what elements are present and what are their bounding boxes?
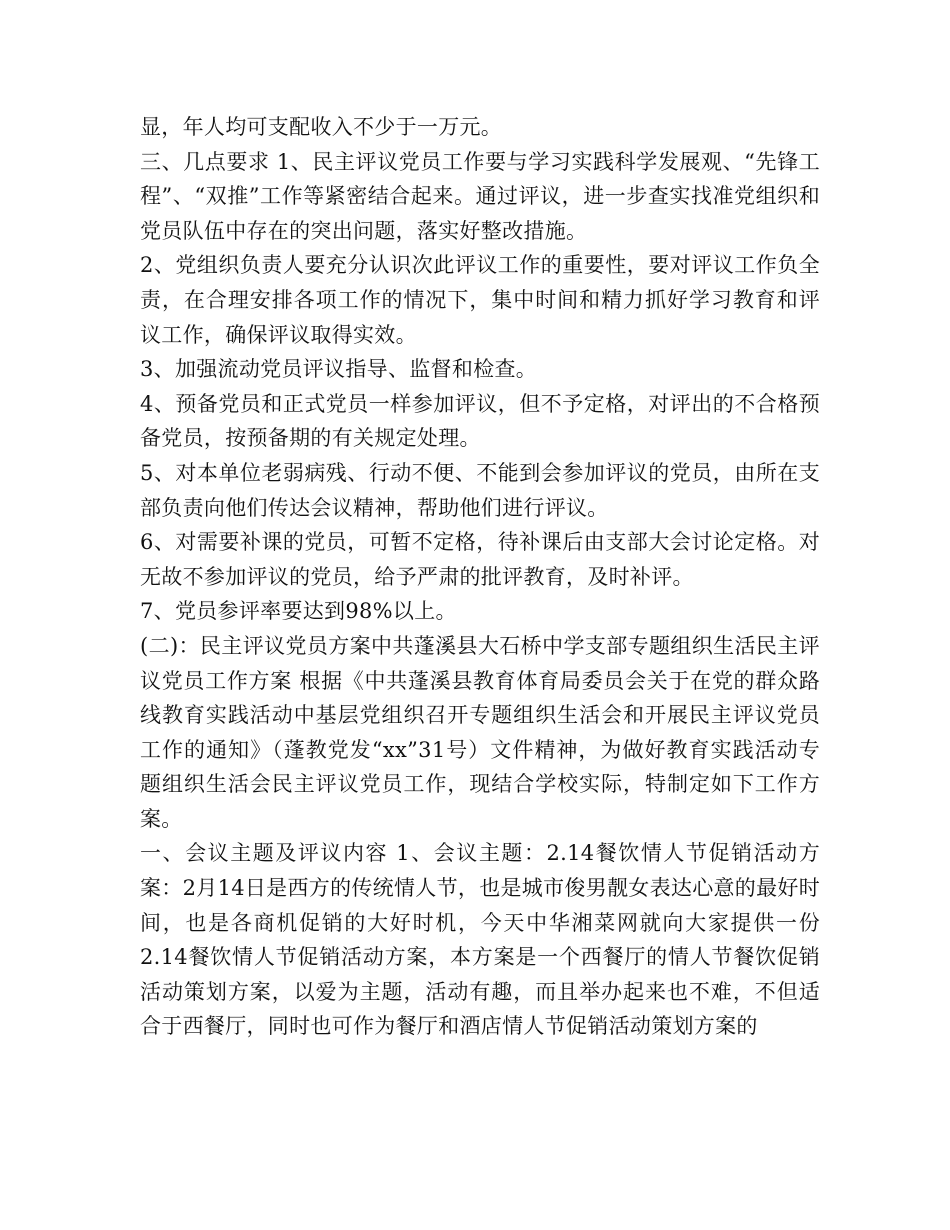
paragraph: 5、对本单位老弱病残、行动不便、不能到会参加评议的党员，由所在支部负责向他们传达会议精神，帮助他们进行评议。	[140, 460, 820, 520]
paragraph: 6、对需要补课的党员，可暂不定格，待补课后由支部大会讨论定格。对无故不参加评议的党员，给予严肃的批评教育，及时补评。	[140, 530, 820, 589]
document-page	[140, 110, 820, 1044]
paragraph: 3、加强流动党员评议指导、监督和检查。	[140, 357, 538, 382]
paragraph: 4、预备党员和正式党员一样参加评议，但不予定格，对评出的不合格预备党员，按预备期的有关规定处理。	[140, 391, 820, 451]
paragraph: 2、党组织负责人要充分认识次此评议工作的重要性，要对评议工作负全责，在合理安排各项工作的情况下，集中时间和精力抓好学习教育和评议工作，确保评议取得实效。	[140, 253, 820, 347]
paragraph: 显，年人均可支配收入不少于一万元。	[140, 115, 503, 139]
paragraph: 一、会议主题及评议内容 1、会议主题：2.14餐饮情人节促销活动方案：2月14日是西方的传统情人节，也是城市俊男靓女表达心意的最好时间，也是各商机促销的大好时机，今天中华湘菜网就向大家提供一份2.14餐饮情人节促销活动方案，本方案是一个西餐厅的情人节餐饮促销活动策划方案，以爱为主题，活动有趣，而且举办起来也不难，不但适合于西餐厅，同时也可作为餐厅和酒店情人节促销活动策划方案的	[140, 841, 820, 1039]
paragraph: 7、党员参评率要达到98%以上。	[140, 599, 457, 624]
paragraph: 三、几点要求 1、民主评议党员工作要与学习实践科学发展观、“先锋工程”、“双推”工作等紧密结合起来。通过评议，进一步查实找准党组织和党员队伍中存在的突出问题，落实好整改措施。	[140, 149, 820, 243]
paragraph: (二)：民主评议党员方案中共蓬溪县大石桥中学支部专题组织生活民主评议党员工作方案 根据《中共蓬溪县教育体育局委员会关于在党的群众路线教育实践活动中基层党组织召开专题组织生活会和开展民主评议党员工作的通知》（蓬教党发“xx”31号）文件精神，为做好教育实践活动专题组织生活会民主评议党员工作，现结合学校实际，特制定如下工作方案。	[140, 633, 820, 831]
